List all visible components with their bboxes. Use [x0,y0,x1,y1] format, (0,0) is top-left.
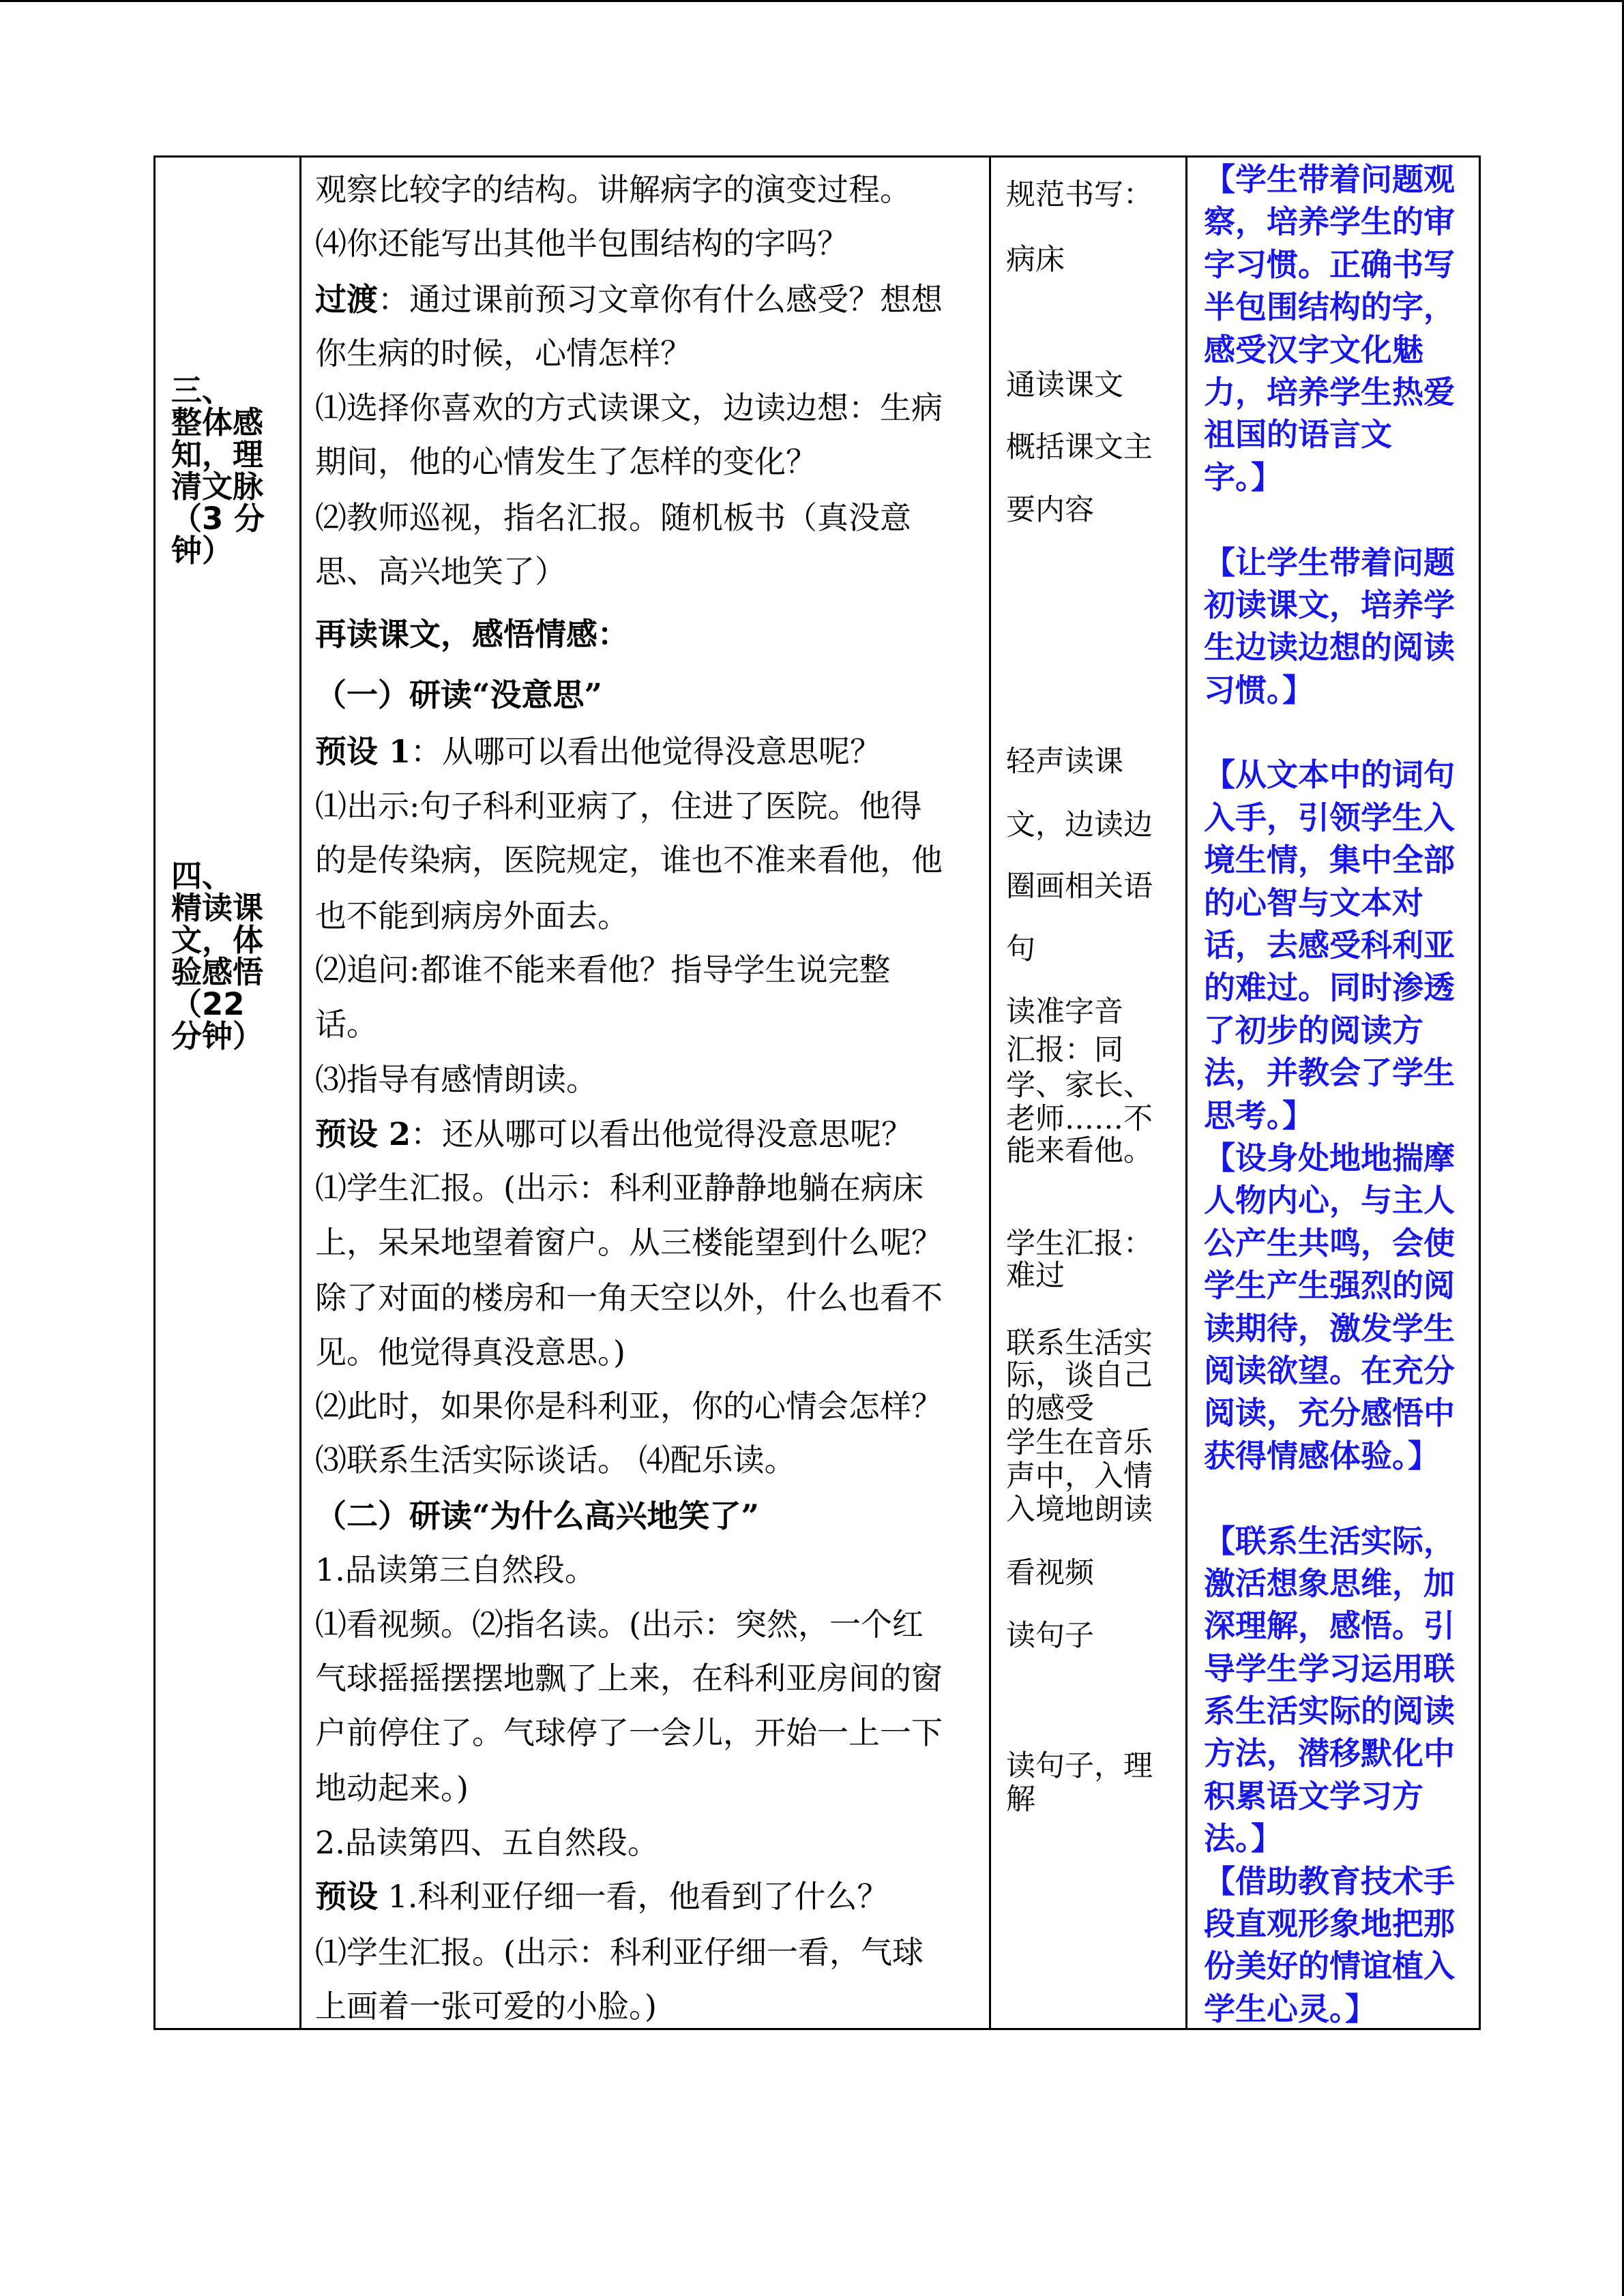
design-intent-column [1204,158,1477,2030]
column-divider-2 [989,155,991,2030]
line-bold-label: 预设 2 [315,1116,411,1152]
teaching-process-line [315,1658,943,1699]
section-label-line: 分钟） [171,1018,264,1054]
line-bold-label: 再读课文，感悟情感： [315,616,629,653]
line-text: 地动起来。) [315,1770,469,1806]
teaching-process-line [315,1386,943,1427]
line-text: ⑵此时，如果你是科利亚，你的心情会怎样？ [315,1388,943,1425]
student-activity-line: 轻声读课 [1006,745,1123,779]
teaching-process-line [315,387,943,428]
line-text: 上画着一张可爱的小脸。) [315,1988,657,2025]
teaching-process-line [315,839,943,880]
design-intent-line: 法，并教会了学生 [1204,1054,1455,1092]
blank-line [1204,1477,1477,1519]
line-bold-label: （一）研读“没意思” [315,676,602,713]
student-activity-line: 的感受 [1006,1392,1094,1426]
student-activity-line: 句 [1006,932,1035,966]
student-activity-line: 通读课文 [1006,368,1123,402]
design-intent-line: 阅读欲望。在充分 [1204,1352,1455,1389]
line-text: ⑶联系生活实际谈话。 ⑷配乐读。 [315,1442,796,1478]
line-text: 2.品读第四、五自然段。 [315,1824,659,1861]
design-intent-line: 导学生学习运用联 [1204,1650,1455,1687]
student-activity-line: 看视频 [1006,1556,1094,1590]
teaching-process-line [315,1440,796,1480]
teaching-process-line [315,1277,943,1318]
teaching-process-line [315,1932,924,1973]
section-label-line: 知，理 [171,436,264,473]
teaching-process-heading [315,1495,759,1536]
teaching-process-line [315,1114,913,1154]
student-activity-line: 圈画相关语 [1006,869,1153,904]
design-intent-line: 法。】 [1204,1820,1282,1858]
design-intent-line: 半包围结构的字， [1204,288,1455,326]
student-activity-line: 学、家长、 [1006,1069,1153,1103]
teaching-process-line [315,1167,924,1208]
student-activity-line: 读句子，理 [1006,1749,1153,1783]
line-text: 你生病的时候，心情怎样？ [315,335,692,372]
line-text: 见。他觉得真没意思。) [315,1334,625,1371]
design-intent-line: 【借助教育技术手 [1204,1862,1455,1900]
design-intent-line: 字习惯。正确书写 [1204,245,1455,283]
design-intent-line: 段直观形象地把那 [1204,1905,1455,1943]
section-label-line: （22 [171,986,245,1022]
design-intent-line: 初读课文，培养学 [1204,586,1455,623]
design-intent-line: 深理解，感悟。引 [1204,1607,1455,1645]
section-label-line: （3 分 [171,501,265,537]
student-activity-line: 读准字音 [1006,995,1123,1029]
design-intent-line: 激活想象思维，加 [1204,1564,1455,1602]
student-activity-line: 入境地朗读 [1006,1493,1153,1527]
design-intent-line: 【学生带着问题观 [1204,161,1455,198]
line-text: 话。 [315,1006,378,1043]
design-intent-line: 阅读，充分感悟中 [1204,1395,1455,1432]
teaching-process-line [315,551,566,592]
student-activity-line: 学生汇报： [1006,1227,1153,1261]
line-text: 上，呆呆地望着窗户。从三楼能望到什么呢？ [315,1224,943,1261]
section-label-line: 精读课 [171,890,264,926]
teaching-process-line [315,1222,943,1263]
line-text: ⑷你还能写出其他半包围结构的字吗？ [315,225,848,262]
teaching-process-line [315,1004,378,1045]
design-intent-line: 方法，潜移默化中 [1204,1735,1455,1772]
teaching-process-line [315,441,817,482]
design-intent-line: 力，培养学生热爱 [1204,373,1455,411]
blank-line [1204,498,1477,541]
teaching-process-heading [315,674,602,715]
section-label-line: 验感悟 [171,954,264,990]
design-intent-line: 感受汉字文化魅 [1204,331,1423,368]
design-intent-line: 获得情感体验。】 [1204,1437,1439,1474]
teaching-process-line [315,895,629,936]
column-divider-1 [299,155,301,2030]
line-text: 观察比较字的结构。讲解病字的演变过程。 [315,171,911,208]
design-intent-line: 学生产生强烈的阅 [1204,1267,1455,1304]
column-divider-3 [1185,155,1187,2030]
teaching-process-line [315,1549,596,1590]
line-text: ⑴学生汇报。(出示：科利亚仔细一看，气球 [315,1934,924,1971]
design-intent-line: 入手，引领学生入 [1204,799,1455,836]
student-activity-line: 老师……不 [1006,1102,1153,1136]
line-text: ：通过课前预习文章你有什么感受？想想 [378,281,943,318]
line-text: 户前停住了。气球停了一会儿，开始一上一下 [315,1714,943,1751]
teaching-process-line [315,1332,625,1373]
design-intent-line: 习惯。】 [1204,671,1314,709]
design-intent-line: 的心智与文本对 [1204,884,1423,921]
design-intent-line: 公产生共鸣，会使 [1204,1224,1455,1262]
teaching-process-heading [315,614,629,655]
line-bold-label: 过渡 [315,281,378,318]
student-activity-line: 病床 [1006,243,1065,277]
teaching-process-line [315,333,692,374]
student-activity-line: 能来看他。 [1006,1134,1153,1168]
blank-line [1204,711,1477,754]
design-intent-line: 思考。】 [1204,1097,1314,1134]
design-intent-line: 察，培养学生的审 [1204,203,1455,241]
section-label-4 [171,860,294,1052]
student-activity-line: 概括课文主 [1006,430,1153,464]
design-intent-line: 祖国的语言文 [1204,416,1392,453]
section-label-3 [171,374,294,567]
design-intent-line: 系生活实际的阅读 [1204,1693,1455,1730]
student-activity-line: 读句子 [1006,1619,1094,1653]
section-label-line: 四、 [171,858,233,894]
student-activity-line: 文，边读边 [1006,808,1153,842]
section-label-line: 钟） [171,533,233,569]
design-intent-line: 了初步的阅读方 [1204,1011,1423,1049]
teaching-process-line [315,1986,657,2027]
design-intent-line: 话，去感受科利亚 [1204,927,1455,964]
student-activity-line: 规范书写： [1006,178,1153,212]
line-bold-label: 预设 [315,1878,378,1915]
line-text: ：从哪可以看出他觉得没意思呢？ [411,733,882,770]
design-intent-line: 【让学生带着问题 [1204,543,1455,581]
design-intent-line: 人物内心，与主人 [1204,1182,1455,1219]
section-label-line: 三、 [171,372,233,408]
teaching-process-line [315,1876,889,1917]
line-text: ⑴选择你喜欢的方式读课文，边读边想：生病 [315,389,943,426]
line-text: ⑴出示:句子科利亚病了，住进了医院。他得 [315,788,922,824]
student-activity-line: 声中，入情 [1006,1459,1153,1493]
line-text: 除了对面的楼房和一角天空以外，什么也看不 [315,1279,943,1316]
design-intent-line: 境生情，集中全部 [1204,841,1455,879]
design-intent-line: 读期待，激发学生 [1204,1309,1455,1347]
design-intent-line: 【设身处地地揣摩 [1204,1139,1455,1176]
design-intent-line: 积累语文学习方 [1204,1777,1423,1815]
line-bold-label: 预设 1 [315,733,411,770]
line-text: ⑶指导有感情朗读。 [315,1061,597,1098]
design-intent-line: 份美好的情谊植入 [1204,1948,1455,1985]
teaching-process-line [315,786,922,826]
teaching-process-line [315,1768,469,1808]
line-text: 期间，他的心情发生了怎样的变化？ [315,443,817,480]
line-text: ⑵追问:都谁不能来看他？指导学生说完整 [315,951,891,988]
line-text: 1.科利亚仔细一看，他看到了什么？ [378,1878,889,1915]
design-intent-line: 字。】 [1204,458,1282,496]
line-text: ⑵教师巡视，指名汇报。随机板书（真没意 [315,499,911,536]
line-text: ⑴学生汇报。(出示：科利亚静静地躺在病床 [315,1169,924,1206]
student-activity-line: 解 [1006,1783,1035,1817]
teaching-process-line [315,1712,943,1753]
teaching-process-line [315,497,911,538]
student-activity-line: 际，谈自己 [1006,1358,1153,1392]
line-text: 也不能到病房外面去。 [315,897,629,934]
design-intent-line: 的难过。同时渗透 [1204,969,1455,1007]
line-text: 1.品读第三自然段。 [315,1551,596,1588]
section-label-line: 清文脉 [171,468,264,505]
teaching-process-line [315,1604,924,1645]
student-activity-line: 要内容 [1006,493,1094,527]
teaching-process-line [315,223,848,264]
teaching-process-line [315,949,891,990]
design-intent-line: 【从文本中的词句 [1204,756,1455,794]
line-text: ：还从哪可以看出他觉得没意思呢？ [411,1116,913,1152]
student-activity-line: 联系生活实 [1006,1326,1153,1360]
teaching-process-line [315,279,943,320]
teaching-process-line [315,169,911,210]
student-activity-line: 难过 [1006,1259,1065,1293]
line-text: 思、高兴地笑了） [315,553,566,590]
line-text: 气球摇摇摆摆地飘了上来，在科利亚房间的窗 [315,1660,943,1697]
design-intent-line: 学生心灵。】 [1204,1990,1376,2027]
teaching-process-line [315,731,881,772]
line-bold-label: （二）研读“为什么高兴地笑了” [315,1497,759,1534]
design-intent-line: 【联系生活实际， [1204,1522,1455,1560]
teaching-process-line [315,1059,597,1100]
line-text: ⑴看视频。⑵指名读。(出示：突然，一个红 [315,1606,924,1643]
section-label-line: 文，体 [171,922,264,958]
section-label-line: 整体感 [171,404,264,441]
student-activity-line: 汇报：同 [1006,1033,1123,1067]
design-intent-line: 生边读边想的阅读 [1204,629,1455,666]
teaching-process-line [315,1822,659,1863]
line-text: 的是传染病，医院规定，谁也不准来看他，他 [315,841,943,878]
student-activity-line: 学生在音乐 [1006,1426,1153,1460]
